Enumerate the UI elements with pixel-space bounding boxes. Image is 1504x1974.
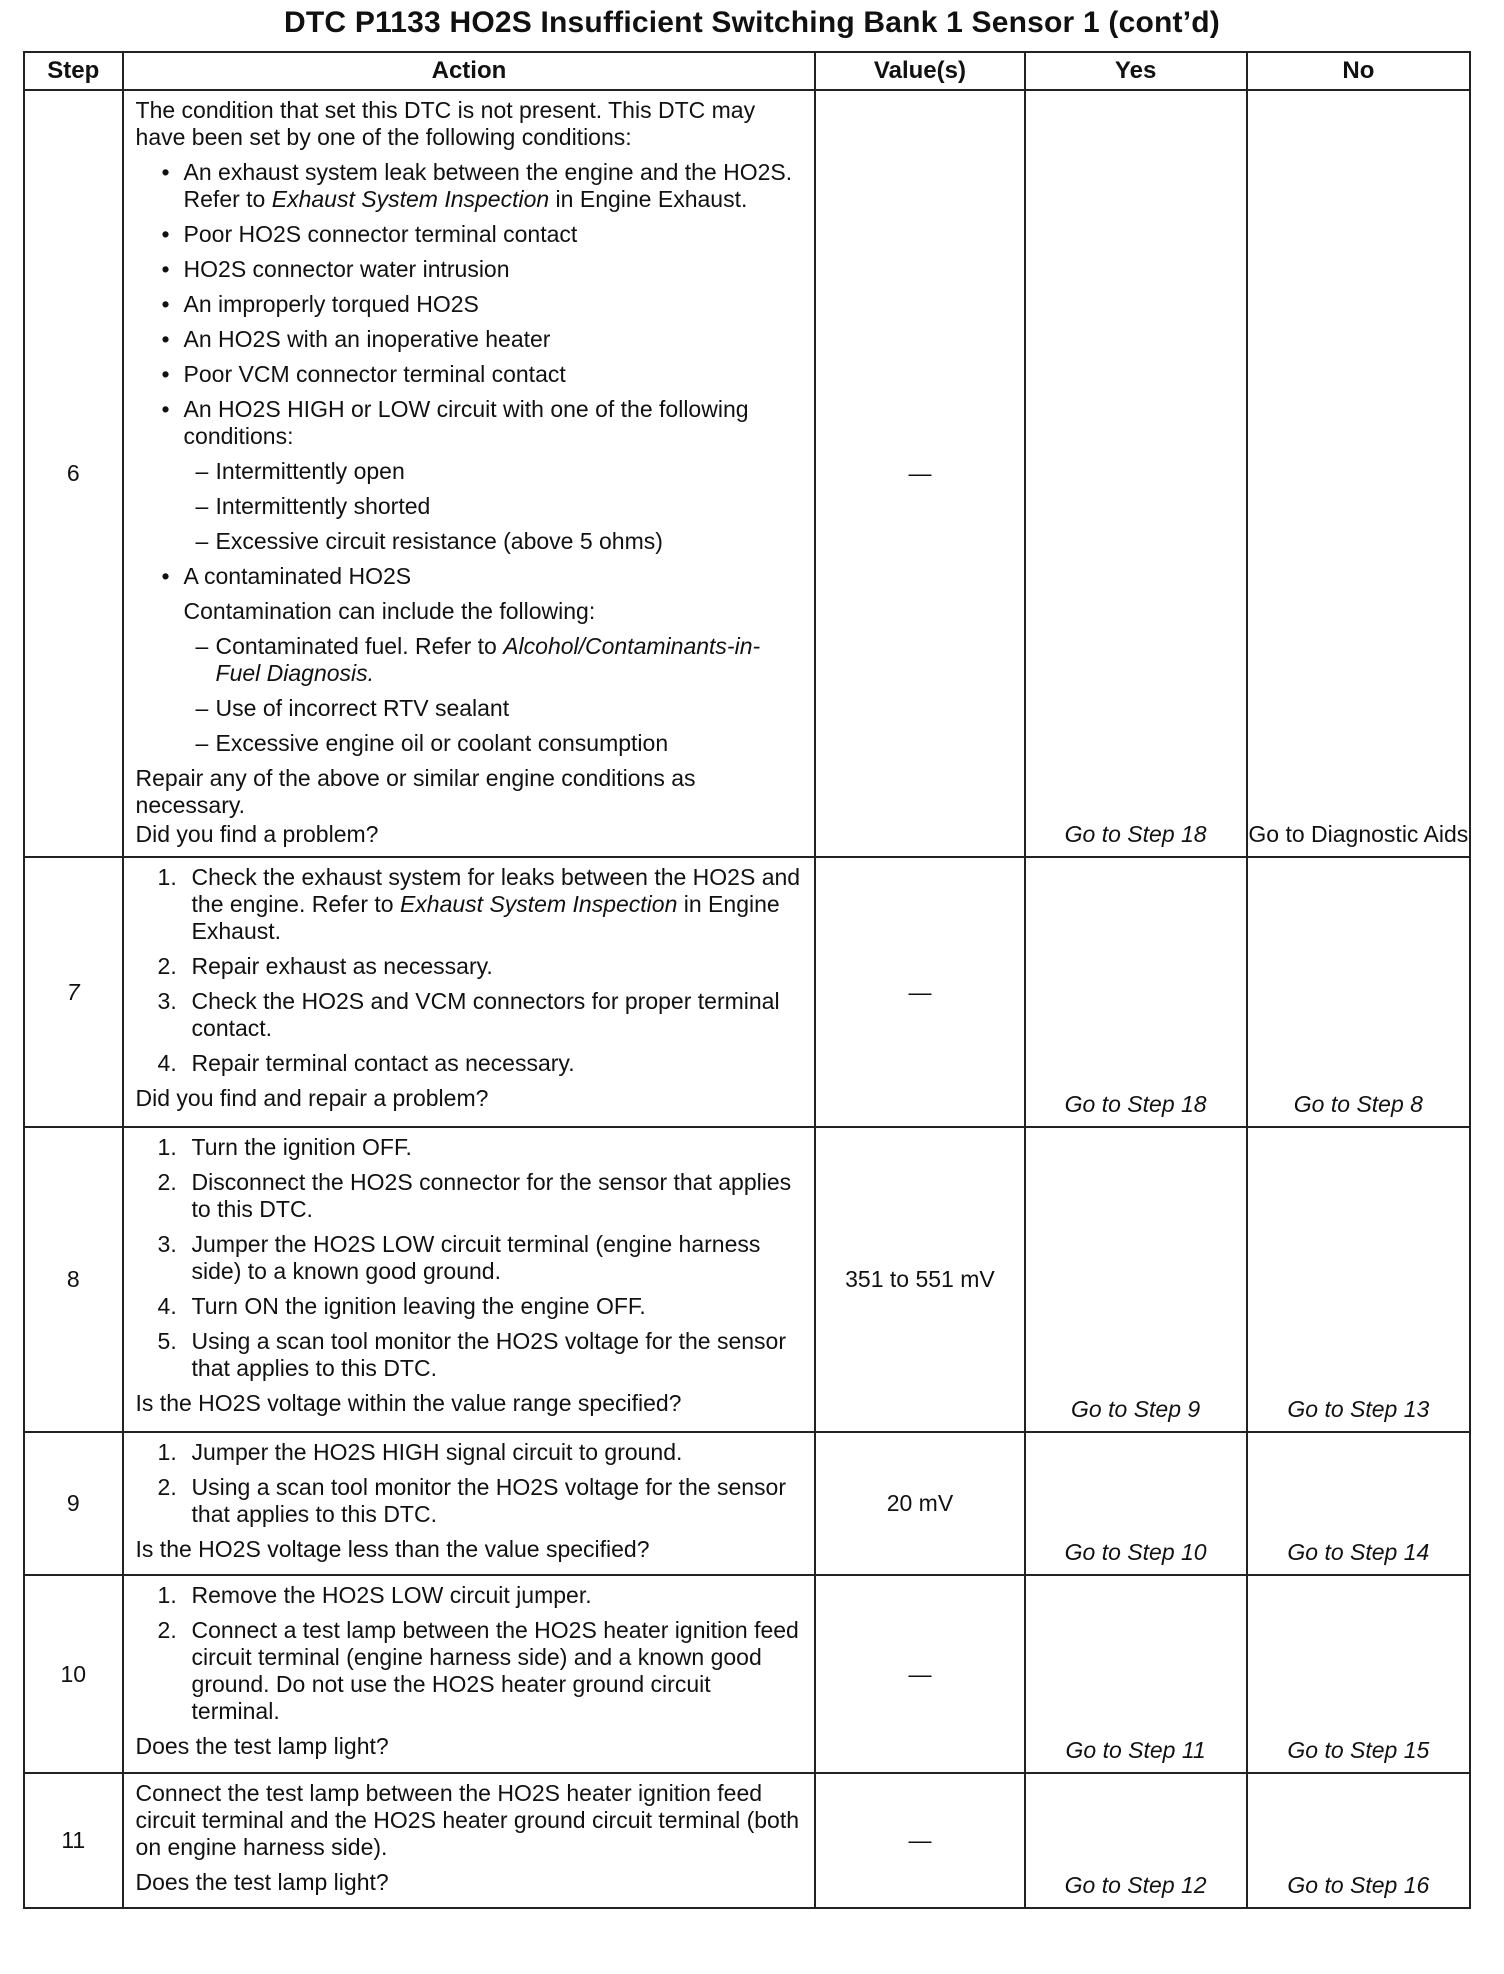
reference-link-text: Exhaust System Inspection [399,891,678,917]
step-number: 8 [24,1127,123,1432]
header-action: Action [123,52,816,90]
action-text: Connect the test lamp between the HO2S heater ignition feed circuit terminal and the HO2S heater ground circuit terminal (both on engine harness side). [135,1780,800,1860]
no-result: Go to Step 14 [1247,1432,1470,1575]
action-cell [123,90,816,857]
question-text: Did you find and repair a problem? [135,1085,489,1111]
numbered-item: 1. Jumper the HO2S HIGH signal circuit to ground. [157,1439,683,1465]
numbered-item: 2. Repair exhaust as necessary. [157,953,493,979]
numbered-item: 1. Turn the ignition OFF. [157,1134,412,1160]
dash-item: – Contaminated fuel. Refer to Alcohol/Contaminants-in-Fuel Diagnosis. [136,633,805,687]
table-row [24,1432,1470,1575]
no-result: Go to Step 16 [1247,1773,1470,1908]
value-cell: 351 to 551 mV [815,1127,1024,1432]
diagnostic-table [23,51,1471,1909]
step-number: 10 [24,1575,123,1773]
table-row [24,1575,1470,1773]
page-title: DTC P1133 HO2S Insufficient Switching Bank 1 Sensor 1 (cont’d) [284,6,1220,39]
numbered-item: 4. Repair terminal contact as necessary. [157,1050,575,1076]
dash-item: – Use of incorrect RTV sealant [136,695,805,722]
header-yes: Yes [1025,52,1247,90]
question-text: Is the HO2S voltage within the value range specified? [135,1390,682,1416]
header-step: Step [24,52,123,90]
bullet-item: • Poor VCM connector terminal contact [136,361,805,388]
action-text: Contamination can include the following: [183,598,596,624]
action-cell [123,1127,816,1432]
bullet-item: • HO2S connector water intrusion [136,256,805,283]
value-cell: — [815,1575,1024,1773]
question-text: Does the test lamp light? [135,1733,389,1759]
yes-result: Go to Step 18 [1025,90,1247,857]
yes-result: Go to Step 9 [1025,1127,1247,1432]
numbered-item: 1. Check the exhaust system for leaks between the HO2S and the engine. Refer to Exhaust System Inspection in Engine Exhaust. [157,864,801,944]
dash-item: – Intermittently open [136,458,805,485]
step-number: 7 [24,857,123,1127]
bullet-item: • An HO2S with an inoperative heater [136,326,805,353]
numbered-item: 3. Check the HO2S and VCM connectors for proper terminal contact. [157,988,780,1041]
value-cell: — [815,1773,1024,1908]
value-cell: 20 mV [815,1432,1024,1575]
bullet-item: • An exhaust system leak between the engine and the HO2S. Refer to Exhaust System Inspection in Engine Exhaust. [136,159,805,213]
action-cell [123,857,816,1127]
table-header-row [24,52,1470,90]
yes-result: Go to Step 12 [1025,1773,1247,1908]
numbered-item: 3. Jumper the HO2S LOW circuit terminal (engine harness side) to a known good ground. [157,1231,761,1284]
step-number: 6 [24,90,123,857]
table-row [24,90,1470,857]
value-cell: — [815,857,1024,1127]
table-row [24,1127,1470,1432]
action-text: The condition that set this DTC is not present. This DTC may have been set by one of the following conditions: [135,97,756,150]
action-cell [123,1432,816,1575]
no-result: Go to Diagnostic Aids [1247,90,1470,857]
reference-link-text: Alcohol/Contaminants-in-Fuel Diagnosis. [215,633,761,686]
numbered-item: 2. Using a scan tool monitor the HO2S voltage for the sensor that applies to this DTC. [157,1474,787,1527]
no-result: Go to Step 8 [1247,857,1470,1127]
no-result: Go to Step 15 [1247,1575,1470,1773]
action-cell [123,1575,816,1773]
table-row [24,1773,1470,1908]
dash-item: – Intermittently shorted [136,493,805,520]
step-number: 9 [24,1432,123,1575]
action-text: Repair any of the above or similar engine conditions as necessary. [135,765,696,818]
numbered-item: 5. Using a scan tool monitor the HO2S voltage for the sensor that applies to this DTC. [157,1328,787,1381]
header-values: Value(s) [815,52,1024,90]
bullet-item: • A contaminated HO2S [136,563,805,590]
bullet-item: • An improperly torqued HO2S [136,291,805,318]
yes-result: Go to Step 10 [1025,1432,1247,1575]
action-cell [123,1773,816,1908]
numbered-item: 4. Turn ON the ignition leaving the engine OFF. [157,1293,646,1319]
numbered-item: 1. Remove the HO2S LOW circuit jumper. [157,1582,592,1608]
reference-link-text: Exhaust System Inspection [271,186,550,212]
dash-item: – Excessive engine oil or coolant consumption [136,730,805,757]
step-number: 11 [24,1773,123,1908]
yes-result: Go to Step 18 [1025,857,1247,1127]
header-no: No [1247,52,1470,90]
numbered-item: 2. Disconnect the HO2S connector for the sensor that applies to this DTC. [157,1169,792,1222]
question-text: Is the HO2S voltage less than the value specified? [135,1536,650,1562]
value-cell: — [815,90,1024,857]
yes-result: Go to Step 11 [1025,1575,1247,1773]
bullet-item: • Poor HO2S connector terminal contact [136,221,805,248]
numbered-item: 2. Connect a test lamp between the HO2S heater ignition feed circuit terminal (engine harness side) and a known good ground. Do not use the HO2S heater ground circuit terminal. [157,1617,799,1724]
no-result: Go to Step 13 [1247,1127,1470,1432]
bullet-item: • An HO2S HIGH or LOW circuit with one of the following conditions: [136,396,805,450]
table-row [24,857,1470,1127]
question-text: Does the test lamp light? [135,1869,389,1895]
question-text: Did you find a problem? [135,821,379,847]
dash-item: – Excessive circuit resistance (above 5 ohms) [136,528,805,555]
